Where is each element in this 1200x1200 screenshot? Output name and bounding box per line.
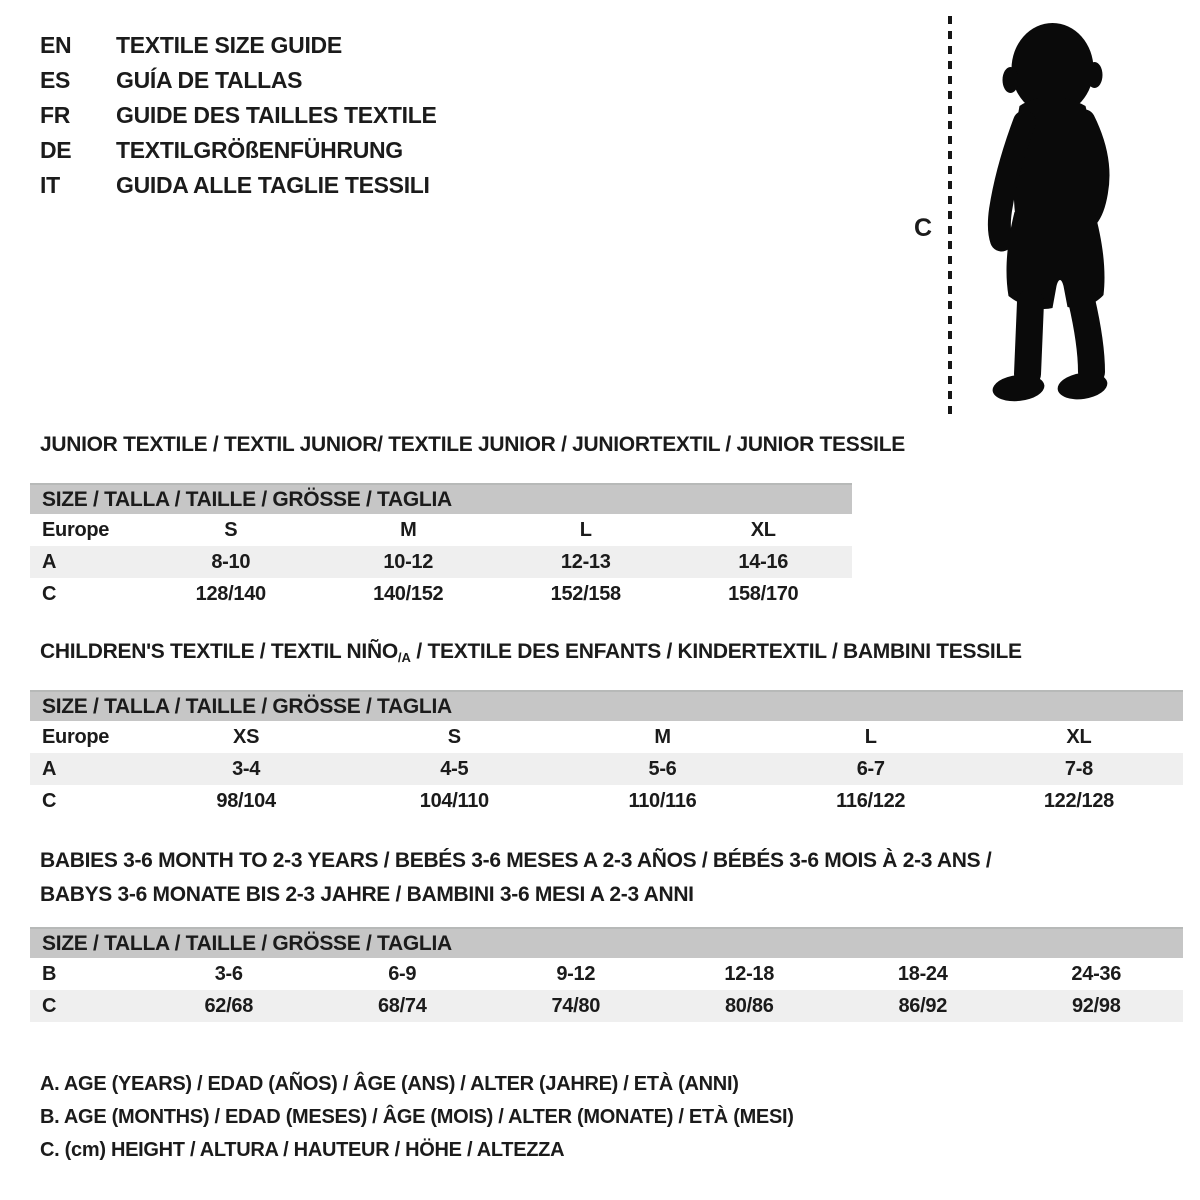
language-row-fr (40, 98, 437, 133)
row-label: Europe (42, 725, 110, 748)
language-row-es (40, 63, 437, 98)
age-cell: 18-24 (897, 962, 948, 985)
toddler-silhouette-icon (962, 14, 1142, 414)
language-label: TEXTILGRÖßENFÜHRUNG (116, 137, 403, 163)
age-cell: 12-18 (724, 962, 775, 985)
size-header-bar: SIZE / TALLA / TAILLE / GRÖSSE / TAGLIA (30, 483, 852, 514)
legend-line-a: A. AGE (YEARS) / EDAD (AÑOS) / ÂGE (ANS) / ALTER (JAHRE) / ETÀ (ANNI) (40, 1073, 739, 1095)
age-cell: 3-6 (214, 962, 243, 985)
size-cell: XL (750, 518, 776, 541)
table-row-height (30, 578, 852, 610)
babies-size-table (30, 927, 1183, 1022)
row-label: A (42, 550, 57, 573)
language-code: FR (40, 102, 71, 128)
size-cell: L (864, 725, 877, 748)
table-row-age-months (30, 958, 1183, 990)
title-subscript: /A (397, 650, 411, 665)
age-cell: 6-7 (856, 757, 885, 780)
junior-section-title: JUNIOR TEXTILE / TEXTIL JUNIOR/ TEXTILE JUNIOR / JUNIORTEXTIL / JUNIOR TESSILE (40, 433, 905, 456)
size-cell: M (654, 725, 671, 748)
row-label: C (42, 994, 57, 1017)
size-cell: S (447, 725, 461, 748)
babies-section-title-line1: BABIES 3-6 MONTH TO 2-3 YEARS / BEBÉS 3-6 MESES A 2-3 AÑOS / BÉBÉS 3-6 MOIS À 2-3 ANS / (40, 849, 992, 872)
age-cell: 7-8 (1064, 757, 1093, 780)
table-row-europe (30, 514, 852, 546)
age-cell: 5-6 (648, 757, 677, 780)
language-label: GUIDE DES TAILLES TEXTILE (116, 102, 437, 128)
row-label: B (42, 962, 57, 985)
table-row-height (30, 785, 1183, 817)
language-code: IT (40, 172, 60, 198)
height-cell: 74/80 (551, 994, 601, 1017)
title-text: / TEXTILE DES ENFANTS / KINDERTEXTIL / BAMBINI TESSILE (410, 640, 1022, 663)
children-section-title (40, 640, 1022, 665)
height-cell: 68/74 (377, 994, 427, 1017)
height-cell: 122/128 (1043, 789, 1115, 812)
language-row-de (40, 133, 437, 168)
height-cell: 110/116 (628, 789, 697, 812)
size-cell: M (400, 518, 417, 541)
age-cell: 14-16 (738, 550, 789, 573)
row-label: C (42, 789, 57, 812)
age-cell: 12-13 (560, 550, 611, 573)
age-cell: 6-9 (388, 962, 417, 985)
language-row-it (40, 168, 437, 203)
table-row-height (30, 990, 1183, 1022)
language-list (40, 28, 437, 203)
table-row-age (30, 546, 852, 578)
height-cell: 152/158 (550, 582, 621, 605)
table-row-europe (30, 721, 1183, 753)
legend-line-b: B. AGE (MONTHS) / EDAD (MESES) / ÂGE (MOIS) / ALTER (MONATE) / ETÀ (MESI) (40, 1106, 794, 1128)
size-header-bar: SIZE / TALLA / TAILLE / GRÖSSE / TAGLIA (30, 690, 1183, 721)
language-label: GUIDA ALLE TAGLIE TESSILI (116, 172, 430, 198)
size-cell: S (224, 518, 238, 541)
junior-size-table (30, 483, 852, 610)
language-code: DE (40, 137, 72, 163)
age-cell: 4-5 (440, 757, 469, 780)
age-cell: 24-36 (1071, 962, 1122, 985)
table-row-age (30, 753, 1183, 785)
height-cell: 86/92 (898, 994, 948, 1017)
age-cell: 3-4 (232, 757, 261, 780)
height-measure-label: C (914, 214, 932, 242)
height-cell: 92/98 (1071, 994, 1121, 1017)
language-code: EN (40, 32, 72, 58)
title-text: CHILDREN'S TEXTILE / TEXTIL NIÑO (40, 640, 398, 663)
size-cell: XL (1066, 725, 1092, 748)
age-cell: 8-10 (211, 550, 251, 573)
language-row-en (40, 28, 437, 63)
height-cell: 104/110 (419, 789, 489, 812)
language-label: GUÍA DE TALLAS (116, 67, 303, 93)
height-cell: 128/140 (195, 582, 266, 605)
legend (40, 1068, 794, 1167)
legend-line-c: C. (cm) HEIGHT / ALTURA / HAUTEUR / HÖHE / ALTEZZA (40, 1139, 565, 1161)
height-measure-dashed-line (948, 16, 952, 414)
height-cell: 80/86 (724, 994, 774, 1017)
language-code: ES (40, 67, 71, 93)
size-header-bar: SIZE / TALLA / TAILLE / GRÖSSE / TAGLIA (30, 927, 1183, 958)
size-cell: L (579, 518, 592, 541)
height-cell: 62/68 (204, 994, 254, 1017)
height-cell: 98/104 (216, 789, 276, 812)
row-label: C (42, 582, 57, 605)
age-cell: 9-12 (556, 962, 596, 985)
size-cell: XS (233, 725, 260, 748)
height-cell: 116/122 (836, 789, 906, 812)
row-label: A (42, 757, 57, 780)
babies-section-title-line2: BABYS 3-6 MONATE BIS 2-3 JAHRE / BAMBINI 3-6 MESI A 2-3 ANNI (40, 883, 694, 906)
row-label: Europe (42, 518, 110, 541)
children-size-table (30, 690, 1183, 817)
age-cell: 10-12 (383, 550, 434, 573)
language-label: TEXTILE SIZE GUIDE (116, 32, 342, 58)
height-cell: 158/170 (728, 582, 799, 605)
height-cell: 140/152 (373, 582, 444, 605)
